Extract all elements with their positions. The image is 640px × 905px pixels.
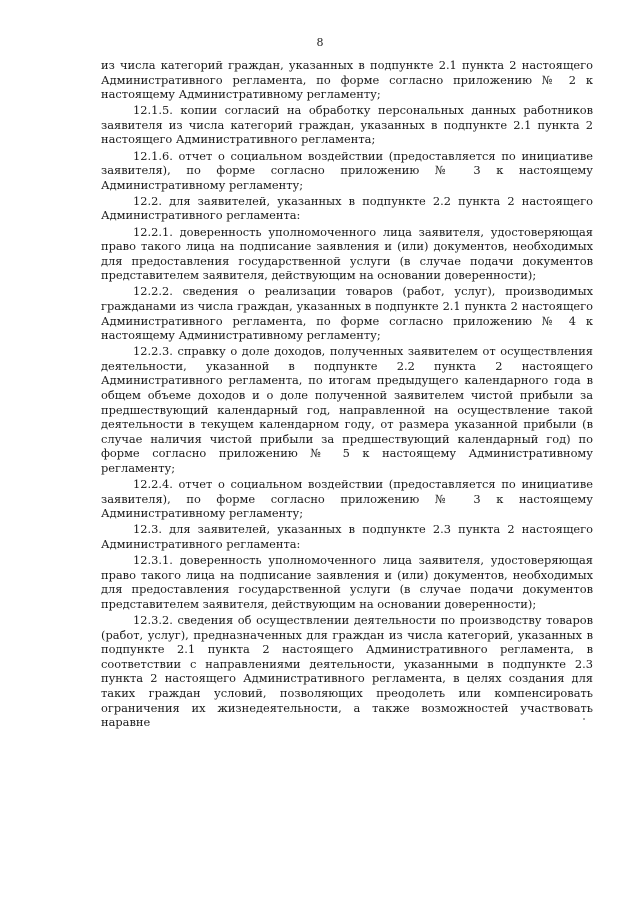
paragraph-12-2-2: 12.2.2. сведения о реализации товаров (работ, услуг), производимых гражданами из числа граждан, указанных в подпункте 2.1 пункта 2 настоящего Административного регламента, по форме согласно приложению № 4 к настоящему Административному регламенту; bbox=[101, 284, 593, 343]
scan-speck bbox=[583, 718, 585, 720]
paragraph-continuation: из числа категорий граждан, указанных в подпункте 2.1 пункта 2 настоящего Административного регламента, по форме согласно приложению № 2 к настоящему Административному регламенту; bbox=[101, 58, 593, 102]
paragraph-12-2-4: 12.2.4. отчет о социальном воздействии (предоставляется по инициативе заявителя), по форме согласно приложению № 3 к настоящему Административному регламенту; bbox=[101, 477, 593, 521]
paragraph-12-2: 12.2. для заявителей, указанных в подпункте 2.2 пункта 2 настоящего Административного регламента: bbox=[101, 193, 593, 223]
paragraph-12-1-5: 12.1.5. копии согласий на обработку персональных данных работников заявителя из числа категорий граждан, указанных в подпункте 2.1 пункта 2 настоящего Административного регламента; bbox=[101, 103, 593, 147]
paragraph-12-2-1: 12.2.1. доверенность уполномоченного лица заявителя, удостоверяющая право такого лица на подписание заявления и (или) документов, необходимых для предоставления государственной услуги (в случае подачи документов представителем заявителя, действующим на основании доверенности); bbox=[101, 224, 593, 283]
page-number: 8 bbox=[316, 36, 324, 49]
paragraph-12-1-6: 12.1.6. отчет о социальном воздействии (предоставляется по инициативе заявителя), по форме согласно приложению № 3 к настоящему Административному регламенту; bbox=[101, 148, 593, 192]
paragraph-12-3: 12.3. для заявителей, указанных в подпункте 2.3 пункта 2 настоящего Административного регламента: bbox=[101, 522, 593, 551]
document-body bbox=[101, 58, 593, 731]
paragraph-12-3-2: 12.3.2. сведения об осуществлении деятельности по производству товаров (работ, услуг), предназначенных для граждан из числа категорий, указанных в подпункте 2.1 пункта 2 настоящего Административного регламента, в соответствии с направлениями деятельности, указанными в подпункте 2.3 пункта 2 настоящего Административного регламента, в целях создания для таких граждан условий, позволяющих преодолеть или компенсировать ограничения их жизнедеятельности, а также возможностей участвовать наравне bbox=[101, 612, 593, 730]
paragraph-12-3-1: 12.3.1. доверенность уполномоченного лица заявителя, удостоверяющая право такого лица на подписание заявления и (или) документов, необходимых для предоставления государственной услуги (в случае подачи документов представителем заявителя, действующим на основании доверенности); bbox=[101, 553, 593, 611]
paragraph-12-2-3: 12.2.3. справку о доле доходов, полученных заявителем от осуществления деятельности, указанной в подпункте 2.2 пункта 2 настоящего Административного регламента, по итогам предыдущего календарного года в общем объеме доходов и о доле полученной заявителем чистой прибыли за предшествующий календарный год, направленной на осуществление такой деятельности в текущем календарном году, от размера указанной прибыли (в случае наличия чистой прибыли за предшествующий календарный год) по форме согласно приложению № 5 к настоящему Административному регламенту; bbox=[101, 344, 593, 476]
